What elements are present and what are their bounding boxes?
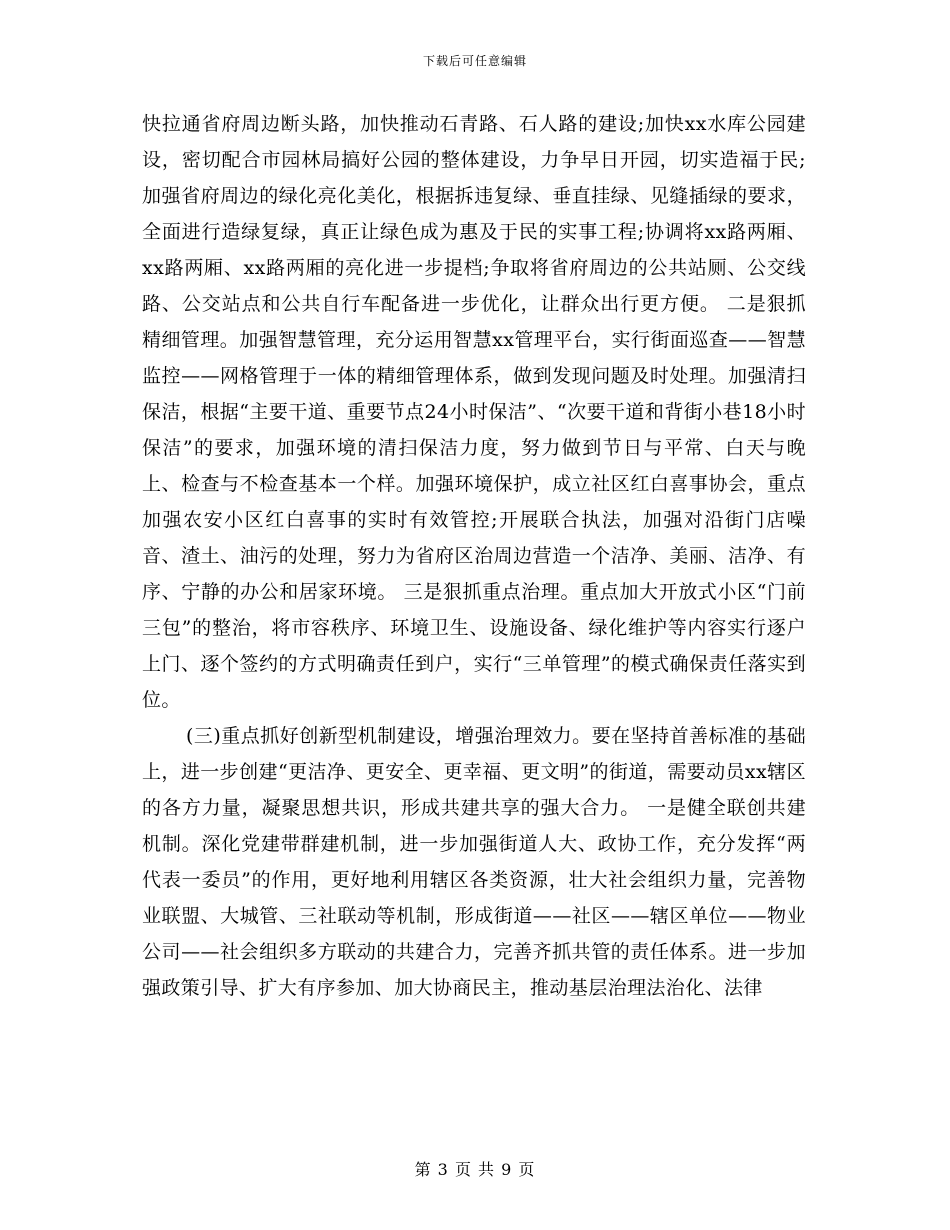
page-header-note: 下载后可任意编辑 <box>422 54 527 68</box>
body-paragraph-1: 快拉通省府周边断头路，加快推动石青路、石人路的建设;加快xx水库公园建设，密切配合市园林局搞好公园的整体建设，力争早日开园，切实造福于民;加强省府周边的绿化亮化美化，根据拆违复绿、垂直挂绿、见缝插绿的要求，全面进行造绿复绿，真正让绿色成为惠及于民的实事工程;协调将xx路两厢、xx路两厢、xx路两厢的亮化进一步提档;争取将省府周边的公共站厕、公交线路、公交站点和公共自行车配备进一步优化，让群众出行更方便。 二是狠抓精细管理。加强智慧管理，充分运用智慧xx管理平台，实行街面巡查——智慧监控——网格管理于一体的精细管理体系，做到发现问题及时处理。加强清扫保洁，根据“主要干道、重要节点24小时保洁”、“次要干道和背街小巷18小时保洁”的要求，加强环境的清扫保洁力度，努力做到节日与平常、白天与晚上、检查与不检查基本一个样。加强环境保护，成立社区红白喜事协会，重点加强农安小区红白喜事的实时有效管控;开展联合执法，加强对沿街门店噪音、渣土、油污的处理，努力为省府区治周边营造一个洁净、美丽、洁净、有序、宁静的办公和居家环境。 三是狠抓重点治理。重点加大开放式小区“门前三包”的整治，将市容秩序、环境卫生、设施设备、绿化维护等内容实行逐户上门、逐个签约的方式明确责任到户，实行“三单管理”的模式确保责任落实到位。 <box>142 113 806 711</box>
document-body <box>142 106 806 1006</box>
body-paragraph-2: (三)重点抓好创新型机制建设，增强治理效力。要在坚持首善标准的基础上，进一步创建“更洁净、更安全、更幸福、更文明”的街道，需要动员xx辖区的各方力量，凝聚思想共识，形成共建共享的强大合力。 一是健全联创共建机制。深化党建带群建机制，进一步加强街道人大、政协工作，充分发挥“两代表一委员”的作用，更好地利用辖区各类资源，壮大社会组织力量，完善物业联盟、大城管、三社联动等机制，形成街道——社区——辖区单位——物业公司——社会组织多方联动的共建合力，完善齐抓共管的责任体系。进一步加强政策引导、扩大有序参加、加大协商民主，推动基层治理法治化、法律 <box>142 725 806 999</box>
page-number-footer: 第 3 页 共 9 页 <box>414 1160 536 1179</box>
